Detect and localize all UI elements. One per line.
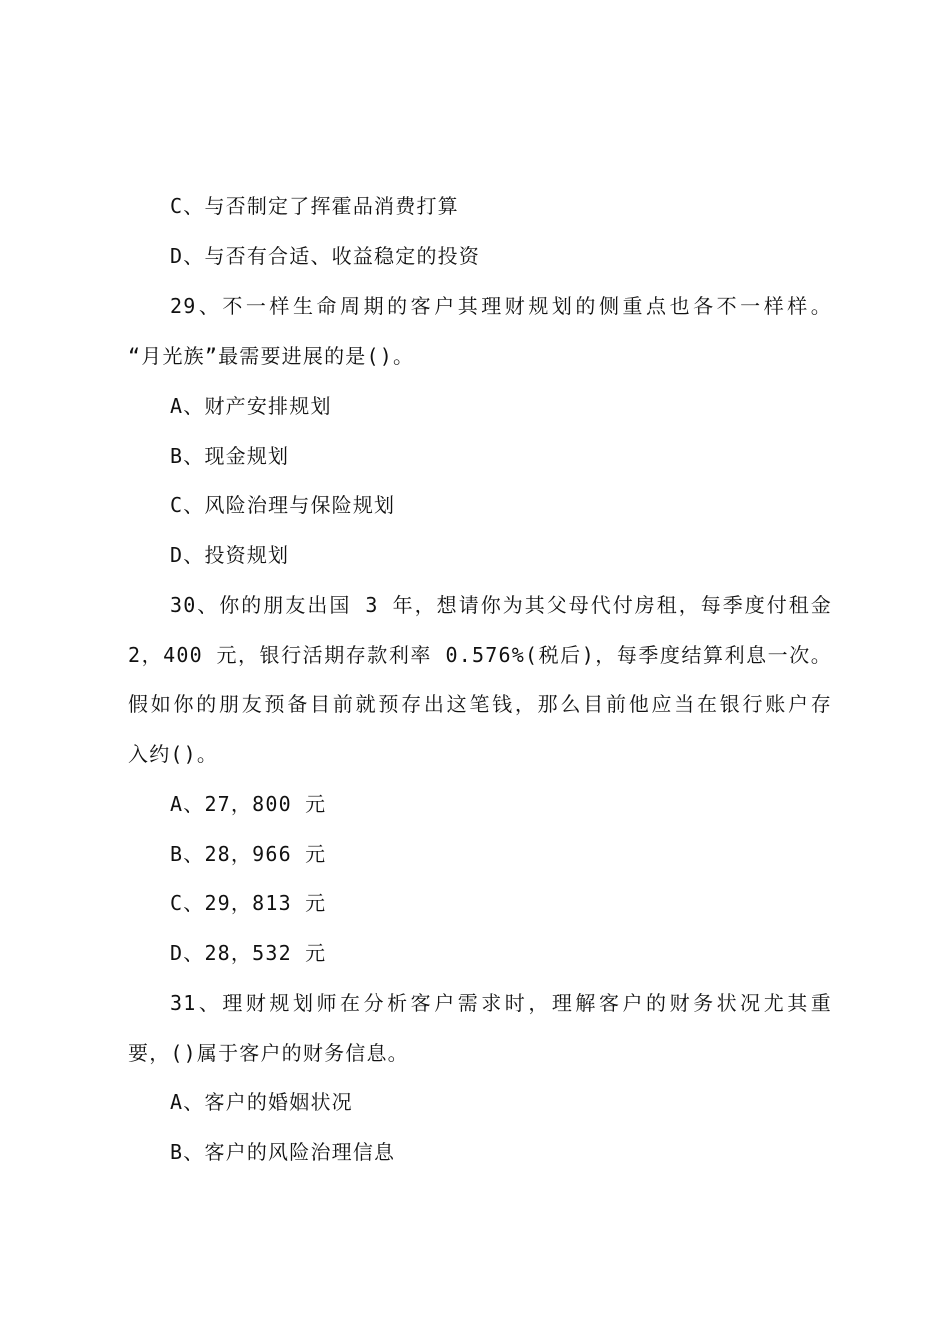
- q31-stem-line2: 要，()属于客户的财务信息。: [128, 1041, 409, 1065]
- q31-option-a: A、客户的婚姻状况: [170, 1090, 353, 1114]
- q30-stem-line2: 2，400 元，银行活期存款利率 0.576%(税后)，每季度结算利息一次。: [128, 643, 832, 667]
- q31-option-b: B、客户的风险治理信息: [170, 1140, 396, 1164]
- q29-option-d: D、投资规划: [170, 543, 290, 567]
- q29-option-c: C、风险治理与保险规划: [170, 493, 396, 517]
- q29-stem-line2: “月光族”最需要进展的是()。: [128, 344, 415, 368]
- q30-stem-line1: 30、你的朋友出国 3 年，想请你为其父母代付房租，每季度付租金: [170, 593, 832, 617]
- q29-option-a: A、财产安排规划: [170, 394, 332, 418]
- q30-option-a: A、27，800 元: [170, 792, 327, 816]
- q30-option-b: B、28，966 元: [170, 842, 327, 866]
- q30-option-c: C、29，813 元: [170, 891, 327, 915]
- q30-option-d: D、28，532 元: [170, 941, 327, 965]
- q30-stem-line4: 入约()。: [128, 742, 219, 766]
- q29-stem-line1: 29、不一样生命周期的客户其理财规划的侧重点也各不一样样。: [170, 294, 832, 318]
- q31-stem-line1: 31、理财规划师在分析客户需求时，理解客户的财务状况尤其重: [170, 991, 832, 1015]
- q28-option-c: C、与否制定了挥霍品消费打算: [170, 194, 459, 218]
- q28-option-d: D、与否有合适、收益稳定的投资: [170, 244, 481, 268]
- q30-stem-line3: 假如你的朋友预备目前就预存出这笔钱，那么目前他应当在银行账户存: [128, 692, 832, 716]
- q29-option-b: B、现金规划: [170, 444, 290, 468]
